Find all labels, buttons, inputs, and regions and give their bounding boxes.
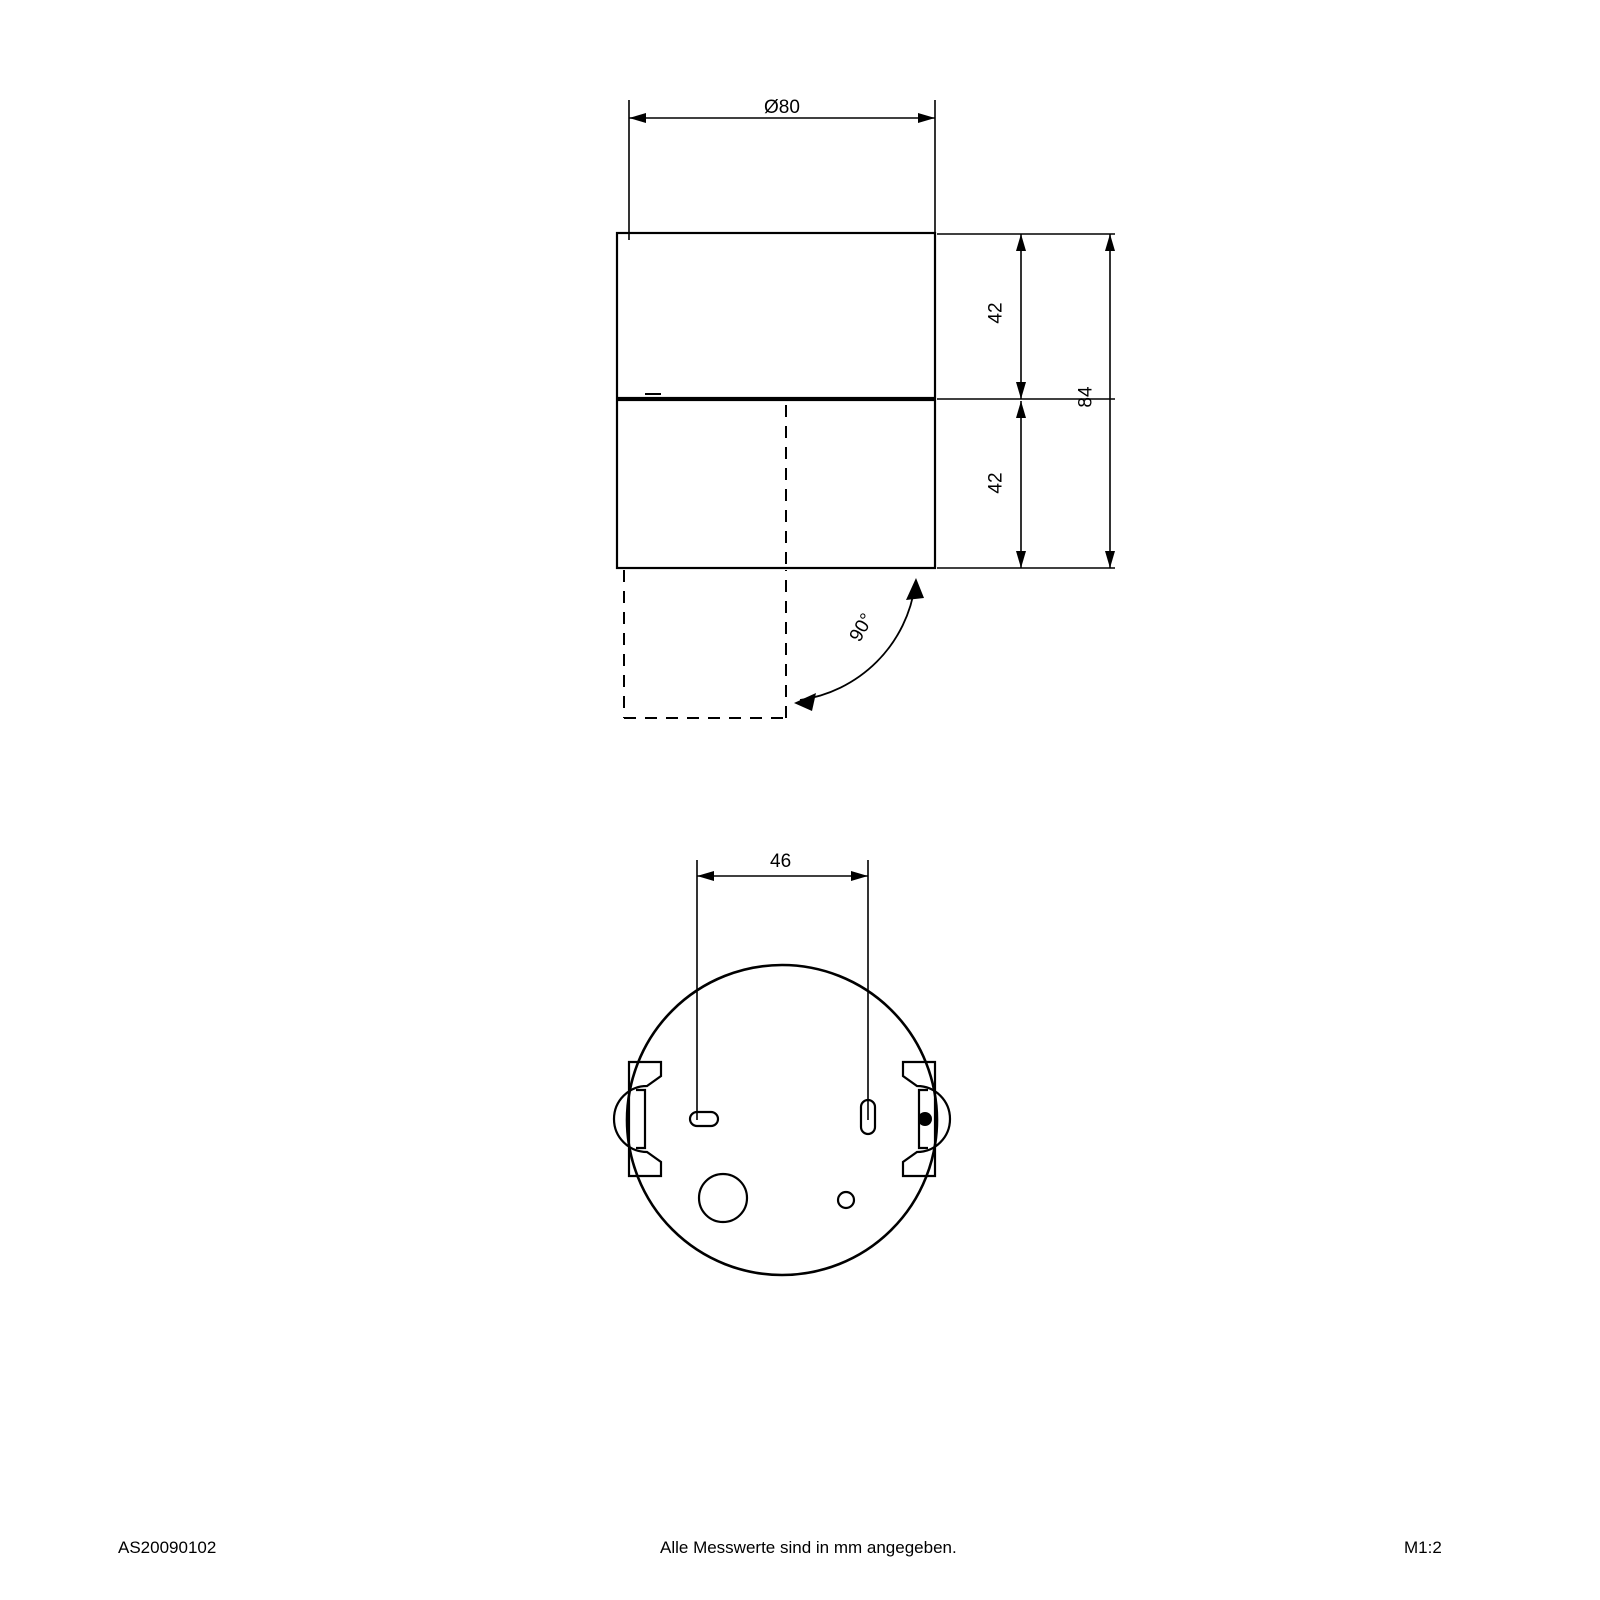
arrow-top [1105, 234, 1115, 251]
label-diameter-80: Ø80 [764, 97, 800, 118]
housing-outline-circle [627, 965, 937, 1275]
screw-hole-small [838, 1192, 854, 1208]
dimension-total-84 [1105, 234, 1115, 568]
arrow-right [851, 871, 868, 881]
label-upper-height-42: 42 [985, 302, 1007, 324]
footer-article-number: AS20090102 [118, 1538, 217, 1557]
rotated-position-outline [624, 570, 786, 718]
arrow-bottom [1105, 551, 1115, 568]
arrow-left [697, 871, 714, 881]
arrow-left [629, 113, 646, 123]
diameter-dimension-80 [629, 100, 935, 240]
label-total-height-84: 84 [1075, 386, 1097, 408]
rotation-arrow-lower [794, 693, 816, 711]
label-lower-height-42: 42 [985, 472, 1007, 494]
spring-clip-left [614, 1062, 661, 1176]
dimension-lower-42 [937, 401, 1115, 568]
arrow-bottom [1016, 382, 1026, 399]
joint-notch-marks [645, 394, 661, 398]
label-rotation-angle-90: 90° [845, 610, 879, 646]
mounting-slot-left [690, 1112, 718, 1126]
dimension-upper-42 [937, 234, 1115, 399]
arrow-top [1016, 234, 1026, 251]
footer-units-note: Alle Messwerte sind in mm angegeben. [660, 1538, 957, 1557]
label-hole-spacing-46: 46 [770, 851, 792, 872]
body-lower-segment [617, 400, 935, 568]
rotation-angle-indicator [800, 585, 915, 700]
arrow-right [918, 113, 935, 123]
arrow-bottom [1016, 551, 1026, 568]
body-upper-segment [617, 233, 935, 398]
rotation-arrow-upper [906, 578, 924, 600]
footer-scale: M1:2 [1404, 1538, 1442, 1557]
cable-entry-hole [699, 1174, 747, 1222]
clip-pivot-dot [918, 1112, 932, 1126]
dimension-46 [697, 860, 868, 1120]
arrow-top [1016, 401, 1026, 418]
